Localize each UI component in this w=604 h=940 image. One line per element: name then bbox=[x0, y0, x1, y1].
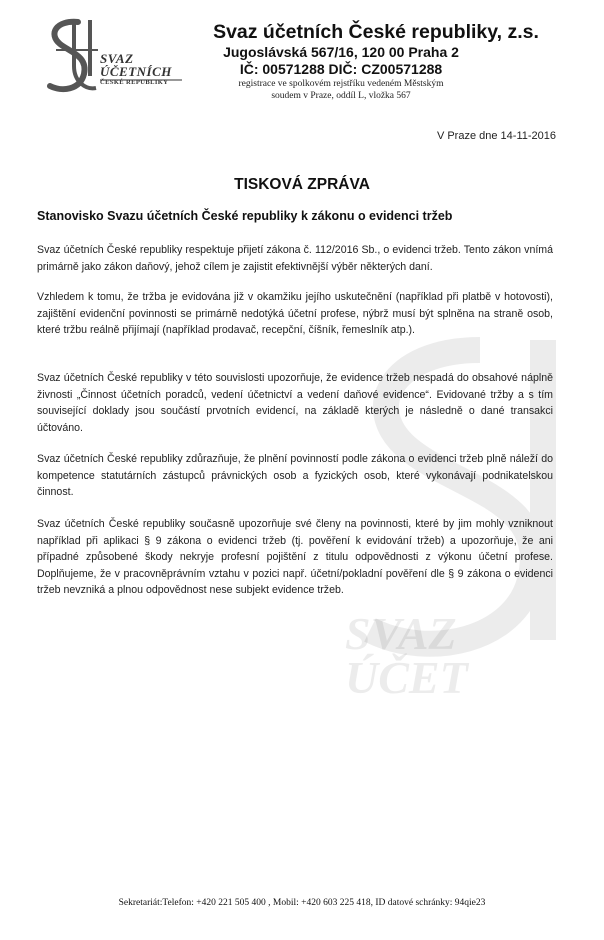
registration-line-1: registrace ve spolkovém rejstříku vedeném Městským bbox=[238, 79, 444, 89]
paragraph-5: Svaz účetních České republiky současně upozorňuje své členy na povinnosti, které by jim mohly vzniknout například při aplikaci § 9 zákona o evidenci tržeb (tj. pověření k evidování tržeb) a upozorňuje, že ani případné způsobené škody nekryje profesní pojištění z titulu odpovědnosti z výkonu účetní profese. Doplňujeme, že v pracovněprávním vztahu v pozici např. účetní/pokladní pověření dle § 9 zákona o evidenci tržeb nevzniká a plnou odpovědnost nese subjekt evidence tržeb. bbox=[37, 518, 553, 596]
logo-text-cr: ČESKÉ REPUBLIKY bbox=[100, 79, 169, 86]
document-subtitle: Stanovisko Svazu účetních České republiky k zákonu o evidenci tržeb bbox=[37, 209, 453, 223]
watermark-text: SVAZ ÚČET bbox=[345, 608, 468, 703]
logo-text-svaz: SVAZ bbox=[100, 51, 134, 66]
paragraph-2: Vzhledem k tomu, že tržba je evidována již v okamžiku jejího uskutečnění (například při platbě v hotovosti), zajištění evidenční povinnosti se primárně nedotýká účetní profese, nýbrž musí být splněna na straně osob, které tržbu reálně přijímají (například prodavač, recepční, číšník, řemeslník atp.). bbox=[37, 291, 553, 336]
paragraph-1: Svaz účetních České republiky respektuje přijetí zákona č. 112/2016 Sb., o evidenci tržeb. Tento zákon vnímá primárně jako zákon daňový, jehož cílem je zajistit efektivnější výběr některých daní. bbox=[37, 244, 553, 273]
paragraph-3: Svaz účetních České republiky v této souvislosti upozorňuje, že evidence tržeb nespadá do obsahové náplně živnosti „Činnost účetních poradců, vedení účetnictví a vedení daňové evidence“. Evidované tržby a s tím související doklady jsou součástí prvotních evidencí, na základě kterých je následně o dané transakci účtováno. bbox=[37, 372, 553, 434]
organization-name: Svaz účetních České republiky, z.s. bbox=[213, 21, 539, 43]
organization-address: Jugoslávská 567/16, 120 00 Praha 2 bbox=[223, 44, 459, 60]
logo-text-ucetnich: ÚČETNÍCH bbox=[100, 64, 172, 79]
footer-contact: Sekretariát:Telefon: +420 221 505 400 , Mobil: +420 603 225 418, ID datové schránky: 94qie23 bbox=[118, 898, 486, 908]
document-title: TISKOVÁ ZPRÁVA bbox=[234, 176, 370, 193]
letterhead bbox=[176, 20, 576, 102]
paragraph-4: Svaz účetních České republiky zdůrazňuje, že plnění povinností podle zákona o evidenci tržeb plně náleží do kompetence statutárních zástupců právnických osob a fyzických osob, které vykonávají podnikatelskou činnost. bbox=[37, 453, 553, 498]
organization-ids: IČ: 00571288 DIČ: CZ00571288 bbox=[239, 61, 443, 77]
document-date: V Praze dne 14-11-2016 bbox=[436, 130, 556, 142]
registration-line-2: soudem v Praze, oddíl L, vložka 567 bbox=[271, 91, 411, 101]
